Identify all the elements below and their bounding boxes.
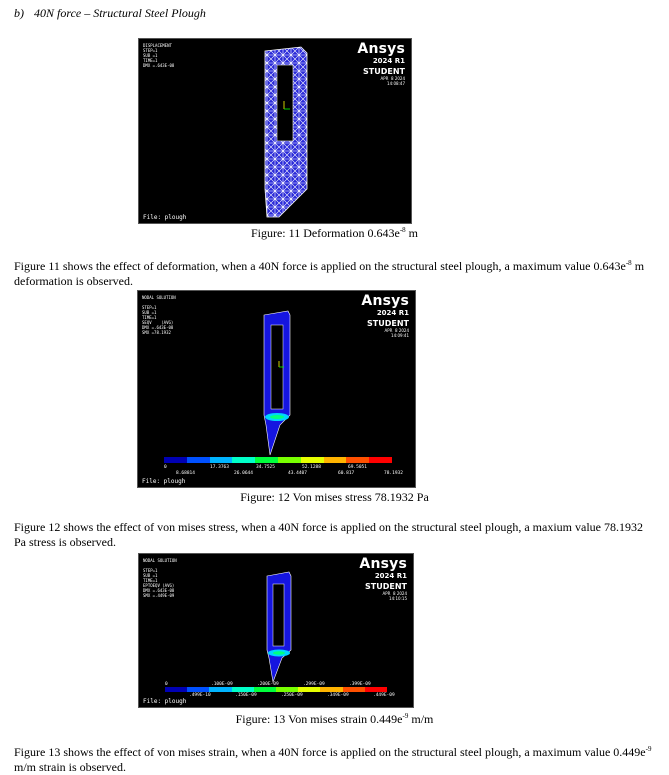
figure-12-legend-tick: 69.5051 [348, 465, 367, 470]
paragraph-figure-13: Figure 13 shows the effect of von mises strain, when a 40N force is applied on the structural steel plough, a maximum value $0.449e^{-9}$ m/m strain is observed. [14, 745, 652, 774]
figure-13-legend-tick: .150E-09 [235, 693, 257, 698]
figure-12-legend-tick: 26.0644 [234, 471, 253, 476]
figure-13-legend-tick: 0 [165, 682, 168, 687]
figure-12-von-mises-stress [137, 290, 416, 488]
ansys-logo: Ansys 2024 R1 STUDENT APR 8 2024 14:10:15 [359, 556, 407, 601]
figure-12-legend-tick: 60.817 [338, 471, 355, 476]
figure-13-legend-tick: .499E-10 [189, 693, 211, 698]
figure-13-von-mises-strain [138, 553, 414, 708]
figure-13-legend-tick: .449E-09 [373, 693, 395, 698]
ansys-logo: Ansys 2024 R1 STUDENT APR 8 2024 14:09:41 [361, 293, 409, 338]
figure-12-legend-tick: 0 [164, 465, 167, 470]
section-label: b) [14, 6, 24, 20]
section-title: 40N force – Structural Steel Plough [34, 6, 206, 20]
paragraph-figure-12: Figure 12 shows the effect of von mises stress, when a 40N force is applied on the structural steel plough, a maxium value 78.1932 Pa stress is observed. [14, 520, 643, 549]
figure-13-legend-tick: .349E-09 [327, 693, 349, 698]
figure-13-legend-tick: .250E-09 [281, 693, 303, 698]
figure-12-legend-tick: 34.7525 [256, 465, 275, 470]
plough-mesh-model [139, 39, 411, 223]
figure-13-legend-tick: .100E-09 [211, 682, 233, 687]
figure-11-info-text: DISPLACEMENT STEP=1 SUB =1 TIME=1 DMX =.643E-08 [143, 43, 175, 68]
figure-12-color-legend [164, 457, 392, 463]
figure-13-legend-tick: .200E-09 [257, 682, 279, 687]
figure-11-caption: Figure: 11 Deformation $0.643e^{-8}$ m [250, 226, 419, 240]
figure-12-info-text: NODAL SOLUTION STEP=1 SUB =1 TIME=1 SEQV (AVG) DMX =.643E-08 SMX =78.1932 [142, 295, 176, 335]
figure-13-file-label: File: plough [143, 698, 187, 705]
figure-11-deformation [138, 38, 412, 224]
figure-11-file-label: File: plough [143, 214, 187, 221]
figure-12-file-label: File: plough [142, 478, 186, 485]
figure-13-caption: Figure: 13 Von mises strain $0.449e^{-9}$ m/m [235, 712, 434, 726]
figure-12-legend-tick: 8.68814 [176, 471, 195, 476]
figure-12-legend-tick: 17.3763 [210, 465, 229, 470]
section-heading [14, 6, 206, 21]
figure-12-legend-tick: 52.1288 [302, 465, 321, 470]
figure-13-color-legend [165, 687, 387, 692]
ansys-logo: Ansys 2024 R1 STUDENT APR 8 2024 14:08:47 [357, 41, 405, 86]
figure-12-legend-tick: 78.1932 [384, 471, 403, 476]
figure-13-legend-tick: .399E-09 [349, 682, 371, 687]
paragraph-figure-11: Figure 11 shows the effect of deformation, when a 40N force is applied on the structural steel plough, a maximum value $0.643e^{-8}$ m deformation is observed. [14, 259, 645, 288]
figure-13-legend-tick: .299E-09 [303, 682, 325, 687]
figure-12-legend-tick: 43.4407 [288, 471, 307, 476]
figure-13-info-text: NODAL SOLUTION STEP=1 SUB =1 TIME=1 EPTOEQV (AVG) DMX =.643E-08 SMX =.449E-09 [143, 558, 177, 598]
figure-12-caption: Figure: 12 Von mises stress 78.1932 Pa [240, 490, 429, 504]
